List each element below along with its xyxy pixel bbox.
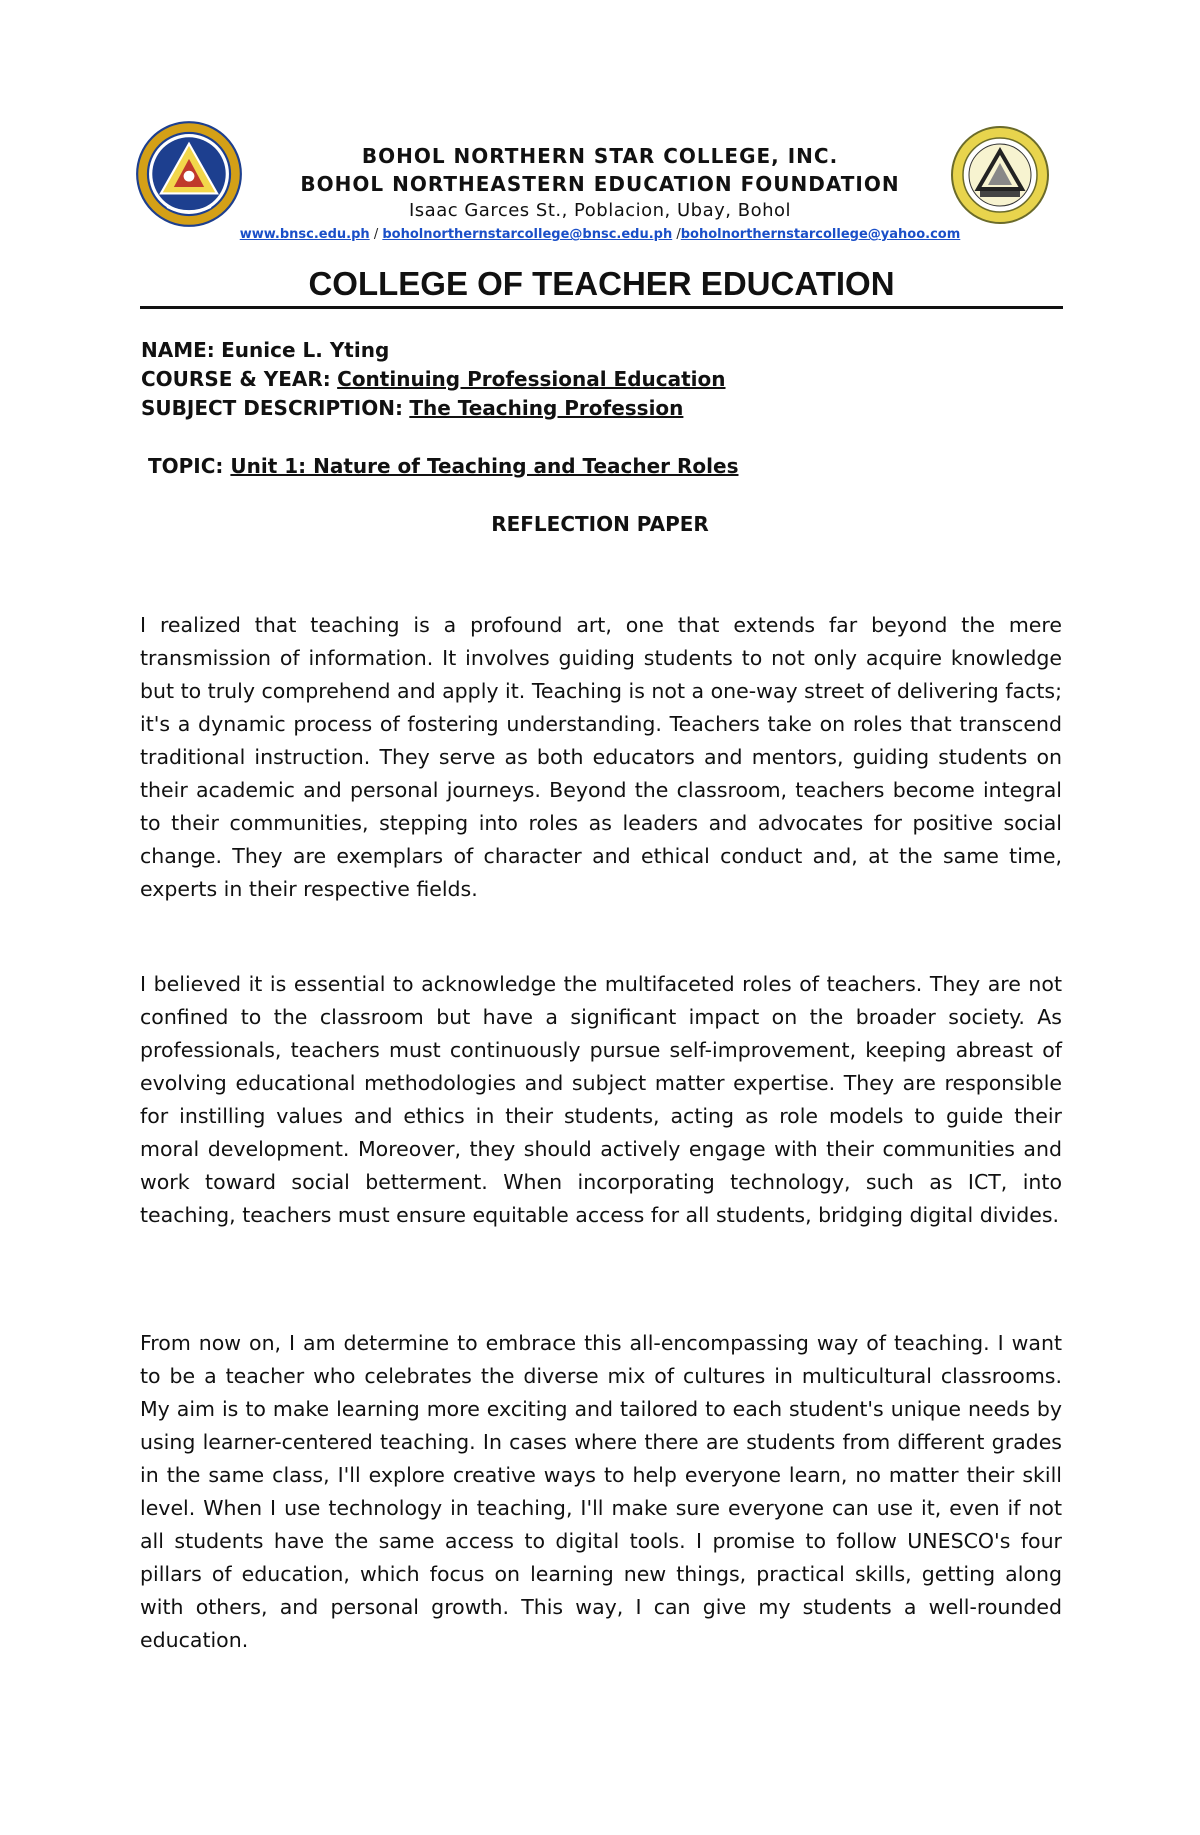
topic-label: TOPIC: (148, 454, 224, 478)
email-link-bnsc[interactable]: boholnorthernstarcollege@bnsc.edu.ph (382, 227, 673, 242)
institution-address: Isaac Garces St., Poblacion, Ubay, Bohol (408, 200, 792, 221)
topic-row (148, 452, 738, 481)
institution-name: BOHOL NORTHERN STAR COLLEGE, INC. (361, 144, 839, 168)
course-label: COURSE & YEAR: (141, 367, 331, 391)
header-divider (140, 306, 1063, 309)
name-row (141, 336, 726, 365)
student-info (141, 336, 726, 423)
subject-label: SUBJECT DESCRIPTION: (141, 396, 403, 420)
reflection-paragraph-2: I believed it is essential to acknowledge the multifaceted roles of teachers. They are not confined to the classroom but have a significant impact on the broader society. As professionals, teachers must continuously pursue self-improvement, keeping abreast of evolving educational methodologies and subject matter expertise. They are responsible for instilling values and ethics in their students, acting as role models to guide their moral development. Moreover, they should actively engage with their communities and work toward social betterment. When incorporating technology, such as ICT, into teaching, teachers must ensure equitable access for all students, bridging digital divides. (140, 972, 1062, 1227)
foundation-name: BOHOL NORTHEASTERN EDUCATION FOUNDATION (300, 172, 900, 196)
college-title: COLLEGE OF TEACHER EDUCATION (308, 265, 895, 302)
link-separator: / (672, 227, 681, 242)
name-value: Eunice L. Yting (221, 338, 390, 362)
reflection-paragraph-3: From now on, I am determine to embrace this all-encompassing way of teaching. I want to be a teacher who celebrates the diverse mix of cultures in multicultural classrooms. My aim is to make learning more exciting and tailored to each student's unique needs by using learner-centered teaching. In cases where there are students from different grades in the same class, I'll explore creative ways to help everyone learn, no matter their skill level. When I use technology in teaching, I'll make sure everyone can use it, even if not all students have the same access to digital tools. I promise to follow UNESCO's four pillars of education, which focus on learning new things, practical skills, getting along with others, and personal growth. This way, I can give my students a well-rounded education. (140, 1331, 1062, 1652)
subject-row (141, 394, 726, 423)
topic-value: Unit 1: Nature of Teaching and Teacher Roles (230, 454, 739, 478)
link-separator: / (369, 227, 383, 242)
contact-links (0, 224, 1200, 246)
course-row (141, 365, 726, 394)
subject-value: The Teaching Profession (409, 396, 684, 420)
course-value: Continuing Professional Education (337, 367, 726, 391)
website-link[interactable]: www.bnsc.edu.ph (239, 227, 370, 242)
institution-header (0, 142, 1200, 246)
reflection-paragraph-1: I realized that teaching is a profound art, one that extends far beyond the mere transmission of information. It involves guiding students to not only acquire knowledge but to truly comprehend and apply it. Teaching is not a one-way street of delivering facts; it's a dynamic process of fostering understanding. Teachers take on roles that transcend traditional instruction. They serve as both educators and mentors, guiding students on their academic and personal journeys. Beyond the classroom, teachers become integral to their communities, stepping into roles as leaders and advocates for positive social change. They are exemplars of character and ethical conduct and, at the same time, experts in their respective fields. (140, 613, 1062, 901)
paper-title: REFLECTION PAPER (491, 512, 709, 536)
name-label: NAME: (141, 338, 215, 362)
email-link-yahoo[interactable]: boholnorthernstarcollege@yahoo.com (680, 227, 961, 242)
